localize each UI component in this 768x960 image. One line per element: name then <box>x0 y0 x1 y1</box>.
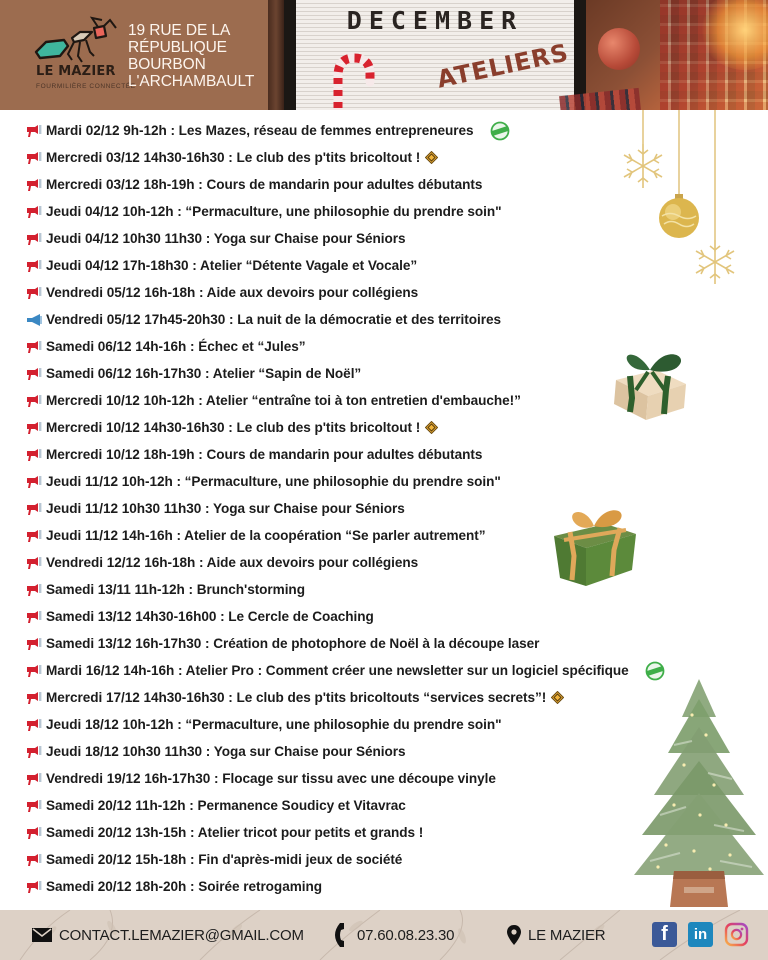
board-title: DECEMBER <box>346 6 524 35</box>
candy-cane-icon <box>332 52 378 110</box>
event-item <box>26 846 726 873</box>
event-text: Mercredi 10/12 14h30-16h30 : Le club des p'tits bricoltout ! <box>46 420 421 435</box>
envelope-icon <box>32 928 52 942</box>
megaphone-red-icon <box>26 340 43 354</box>
event-text: Samedi 06/12 16h-17h30 : Atelier “Sapin de Noël” <box>46 366 362 381</box>
megaphone-red-icon <box>26 880 43 894</box>
footer <box>0 910 768 960</box>
board-subtitle: ATELIERS <box>434 38 572 94</box>
address-block <box>128 22 254 90</box>
megaphone-red-icon <box>26 610 43 624</box>
event-text: Mercredi 03/12 14h30-16h30 : Le club des p'tits bricoltout ! <box>46 150 421 165</box>
christmas-tree-icon <box>630 675 768 910</box>
event-item <box>26 468 726 495</box>
event-item <box>26 765 726 792</box>
megaphone-red-icon <box>26 394 43 408</box>
event-item <box>26 711 726 738</box>
event-text: Samedi 20/12 13h-15h : Atelier tricot pour petits et grands ! <box>46 825 424 840</box>
apple-icon <box>598 28 640 70</box>
brand-panel <box>0 0 268 110</box>
event-text: Samedi 13/11 11h-12h : Brunch'storming <box>46 582 305 597</box>
event-item <box>26 738 726 765</box>
snowflake-icon <box>696 240 734 284</box>
megaphone-red-icon <box>26 367 43 381</box>
event-text: Vendredi 05/12 17h45-20h30 : La nuit de la démocratie et des territoires <box>46 312 501 327</box>
email-text: CONTACT.LEMAZIER@GMAIL.COM <box>59 926 304 944</box>
instagram-icon[interactable] <box>724 922 749 947</box>
megaphone-red-icon <box>26 556 43 570</box>
phone-text: 07.60.08.23.30 <box>357 926 455 944</box>
megaphone-red-icon <box>26 205 43 219</box>
event-text: Vendredi 12/12 16h-18h : Aide aux devoirs pour collégiens <box>46 555 419 570</box>
address-line: 19 RUE DE LA <box>128 22 231 39</box>
megaphone-red-icon <box>26 286 43 300</box>
event-text: Jeudi 04/12 17h-18h30 : Atelier “Détente Vagale et Vocale” <box>46 258 418 273</box>
megaphone-red-icon <box>26 691 43 705</box>
diamond-sign-icon <box>425 151 438 164</box>
event-text: Jeudi 04/12 10h-12h : “Permaculture, une philosophie du prendre soin" <box>46 204 502 219</box>
event-text: Samedi 06/12 14h-16h : Échec et “Jules” <box>46 339 306 354</box>
megaphone-red-icon <box>26 799 43 813</box>
event-text: Mardi 02/12 9h-12h : Les Mazes, réseau de femmes entrepreneures <box>46 123 474 138</box>
event-item <box>26 603 726 630</box>
event-text: Vendredi 05/12 16h-18h : Aide aux devoirs pour collégiens <box>46 285 419 300</box>
event-text: Jeudi 04/12 10h30 11h30 : Yoga sur Chaise pour Séniors <box>46 231 406 246</box>
event-text: Jeudi 11/12 10h-12h : “Permaculture, une philosophie du prendre soin" <box>46 474 501 489</box>
megaphone-red-icon <box>26 232 43 246</box>
address-line: BOURBON <box>128 56 206 73</box>
green-gift-icon <box>550 500 640 590</box>
diamond-sign-icon <box>551 691 564 704</box>
address-line: RÉPUBLIQUE <box>128 39 227 56</box>
linkedin-icon[interactable]: in <box>688 922 713 947</box>
event-text: Jeudi 18/12 10h30 11h30 : Yoga sur Chaise pour Séniors <box>46 744 406 759</box>
megaphone-red-icon <box>26 664 43 678</box>
event-item <box>26 306 726 333</box>
megaphone-red-icon <box>26 853 43 867</box>
footer-location[interactable] <box>507 910 605 960</box>
header-banner <box>0 0 768 110</box>
event-text: Mercredi 10/12 18h-19h : Cours de mandarin pour adultes débutants <box>46 447 483 462</box>
megaphone-red-icon <box>26 745 43 759</box>
megaphone-blue-icon <box>26 313 43 327</box>
location-text: LE MAZIER <box>528 926 606 944</box>
event-text: Samedi 20/12 15h-18h : Fin d'après-midi jeux de société <box>46 852 403 867</box>
megaphone-red-icon <box>26 637 43 651</box>
event-text: Jeudi 18/12 10h-12h : “Permaculture, une philosophie du prendre soin" <box>46 717 502 732</box>
event-text: Samedi 20/12 11h-12h : Permanence Soudicy et Vitavrac <box>46 798 406 813</box>
event-text: Samedi 20/12 18h-20h : Soirée retrogaming <box>46 879 322 894</box>
megaphone-red-icon <box>26 772 43 786</box>
megaphone-red-icon <box>26 529 43 543</box>
megaphone-red-icon <box>26 583 43 597</box>
event-text: Samedi 13/12 14h30-16h00 : Le Cercle de Coaching <box>46 609 374 624</box>
logo-name: LE MAZIER <box>36 64 116 79</box>
event-text: Jeudi 11/12 10h30 11h30 : Yoga sur Chaise pour Séniors <box>46 501 405 516</box>
event-text: Mardi 16/12 14h-16h : Atelier Pro : Comment créer une newsletter sur un logiciel spécifique <box>46 663 629 678</box>
facebook-icon[interactable]: f <box>652 922 677 947</box>
hanging-ornaments <box>620 110 768 290</box>
megaphone-red-icon <box>26 421 43 435</box>
diamond-sign-icon <box>425 421 438 434</box>
event-text: Mercredi 17/12 14h30-16h30 : Le club des p'tits bricoltouts “services secrets”! <box>46 690 547 705</box>
green-stamp-icon <box>490 121 510 141</box>
beige-gift-icon <box>608 340 692 422</box>
event-item <box>26 873 726 900</box>
megaphone-red-icon <box>26 718 43 732</box>
phone-icon <box>334 922 350 948</box>
address-line: L'ARCHAMBAULT <box>128 73 255 90</box>
event-item <box>26 684 726 711</box>
megaphone-red-icon <box>26 178 43 192</box>
megaphone-red-icon <box>26 475 43 489</box>
footer-phone[interactable] <box>334 910 454 960</box>
megaphone-red-icon <box>26 826 43 840</box>
megaphone-red-icon <box>26 502 43 516</box>
event-text: Samedi 13/12 16h-17h30 : Création de photophore de Noël à la découpe laser <box>46 636 540 651</box>
event-text: Mercredi 10/12 10h-12h : Atelier “entraîne toi à ton entretien d'embauche!” <box>46 393 521 408</box>
megaphone-red-icon <box>26 151 43 165</box>
letterboard <box>284 0 586 110</box>
event-text: Jeudi 11/12 14h-16h : Atelier de la coopération “Se parler autrement” <box>46 528 486 543</box>
wood-strip <box>268 0 284 110</box>
event-item <box>26 819 726 846</box>
event-item <box>26 630 726 657</box>
footer-email[interactable] <box>32 910 304 960</box>
snowflake-icon <box>624 144 662 188</box>
event-item <box>26 441 726 468</box>
megaphone-red-icon <box>26 448 43 462</box>
logo-tagline: FOURMILIÈRE CONNECTÉE <box>36 83 136 90</box>
event-text: Vendredi 19/12 16h-17h30 : Flocage sur tissu avec une découpe vinyle <box>46 771 496 786</box>
megaphone-red-icon <box>26 124 43 138</box>
event-item <box>26 657 726 684</box>
map-pin-icon <box>507 925 521 945</box>
event-item <box>26 792 726 819</box>
event-text: Mercredi 03/12 18h-19h : Cours de mandarin pour adultes débutants <box>46 177 483 192</box>
megaphone-red-icon <box>26 259 43 273</box>
